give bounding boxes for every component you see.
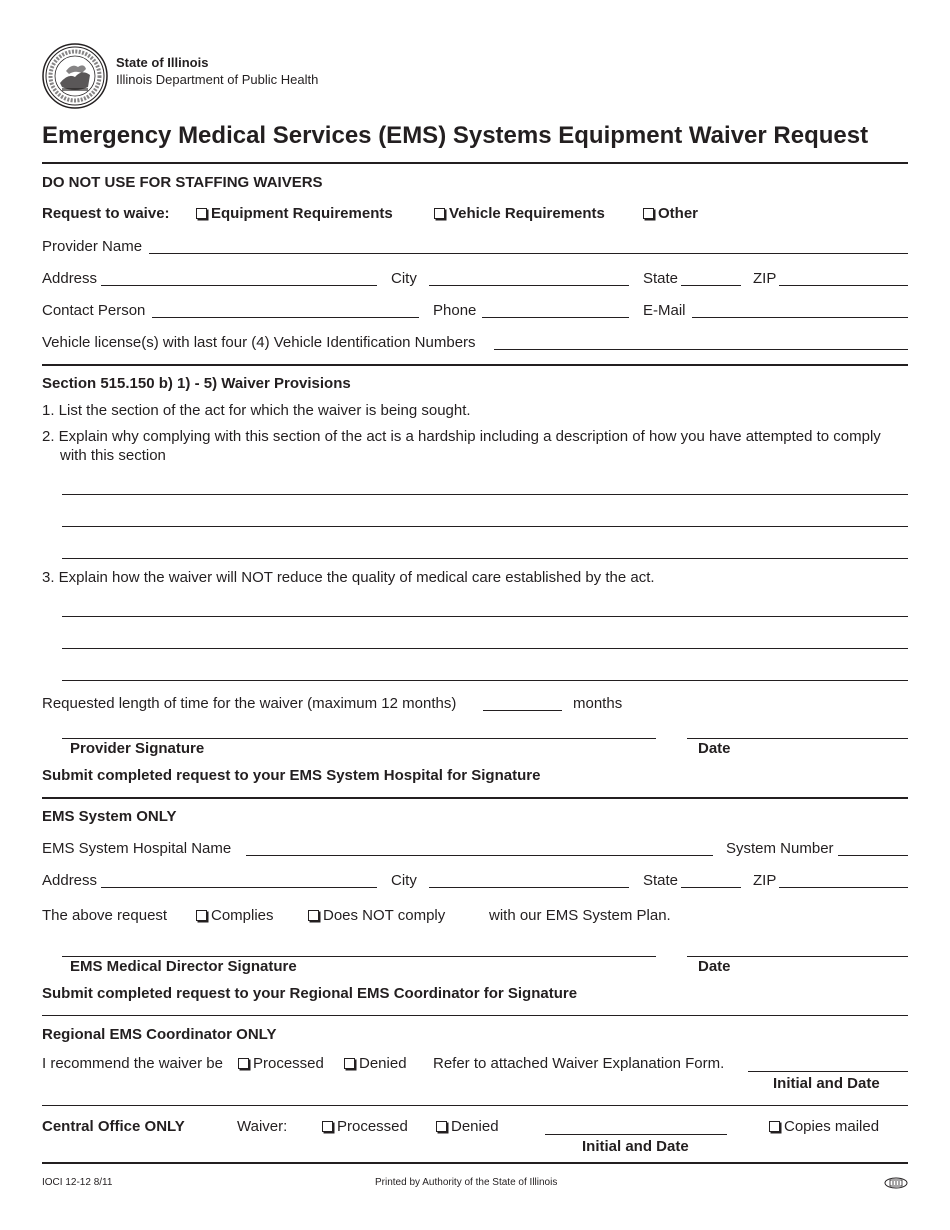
contact-person-label: Contact Person	[42, 302, 146, 319]
form-id: IOCI 12-12 8/11	[42, 1177, 113, 1188]
ems-system-heading: EMS System ONLY	[42, 808, 177, 825]
email-field[interactable]	[692, 317, 908, 318]
divider	[42, 1162, 908, 1164]
union-bug-icon	[884, 1177, 908, 1189]
months-label: months	[573, 695, 623, 712]
refer-explanation-text: Refer to attached Waiver Explanation Form.	[433, 1055, 725, 1072]
divider	[42, 797, 908, 799]
email-label: E-Mail	[643, 302, 686, 319]
phone-field[interactable]	[482, 317, 629, 318]
waive-vehicle-option[interactable]: Vehicle Requirements	[434, 205, 605, 223]
recommend-label: I recommend the waiver be	[42, 1055, 223, 1072]
ems-zip-label: ZIP	[753, 872, 777, 889]
state-label: State	[643, 270, 679, 287]
divider	[42, 364, 908, 366]
ems-address-field[interactable]	[101, 887, 377, 888]
address-label: Address	[42, 270, 98, 287]
zip-label: ZIP	[753, 270, 777, 287]
system-number-label: System Number	[726, 840, 834, 857]
checkbox-icon[interactable]	[434, 208, 445, 219]
checkbox-icon[interactable]	[769, 1121, 780, 1132]
address-field[interactable]	[101, 285, 377, 286]
ems-hospital-name-label: EMS System Hospital Name	[42, 840, 232, 857]
central-heading: Central Office ONLY	[42, 1118, 185, 1135]
org-line-state: State of Illinois	[116, 55, 209, 70]
printed-by-authority: Printed by Authority of the State of Illinois	[375, 1177, 558, 1188]
provider-signature-field[interactable]	[62, 738, 656, 739]
central-denied-option[interactable]: Denied	[436, 1118, 499, 1136]
checkbox-icon[interactable]	[344, 1058, 355, 1069]
zip-field[interactable]	[779, 285, 908, 286]
contact-person-field[interactable]	[152, 317, 419, 318]
quality-line-1[interactable]	[62, 616, 908, 617]
waiver-length-field[interactable]	[483, 710, 562, 711]
system-number-field[interactable]	[838, 855, 908, 856]
state-seal-icon	[42, 43, 108, 109]
regional-initial-date-label: Initial and Date	[773, 1075, 880, 1092]
regional-processed-option[interactable]: Processed	[238, 1055, 324, 1073]
provision-item-2-cont: with this section	[60, 447, 166, 464]
city-field[interactable]	[429, 285, 629, 286]
provision-item-2: 2. Explain why complying with this section of the act is a hardship including a description of how you have attempted to comply	[42, 428, 881, 445]
waive-other-option[interactable]: Other	[643, 205, 698, 223]
waiver-length-label: Requested length of time for the waiver (maximum 12 months)	[42, 695, 457, 712]
provision-item-1: 1. List the section of the act for which the waiver is being sought.	[42, 402, 471, 419]
provision-item-3: 3. Explain how the waiver will NOT reduce the quality of medical care established by the act.	[42, 569, 655, 586]
regional-heading: Regional EMS Coordinator ONLY	[42, 1026, 277, 1043]
form-title: Emergency Medical Services (EMS) Systems Equipment Waiver Request	[42, 122, 869, 149]
provider-signature-label: Provider Signature	[70, 740, 205, 757]
city-label: City	[391, 270, 417, 287]
medical-director-signature-field[interactable]	[62, 956, 656, 957]
hardship-line-2[interactable]	[62, 526, 908, 527]
phone-label: Phone	[433, 302, 477, 319]
checkbox-icon[interactable]	[238, 1058, 249, 1069]
checkbox-icon[interactable]	[308, 910, 319, 921]
divider	[42, 162, 908, 164]
central-waiver-label: Waiver:	[237, 1118, 288, 1135]
submit-to-coordinator-note: Submit completed request to your Regional EMS Coordinator for Signature	[42, 985, 578, 1002]
waive-equipment-option[interactable]: Equipment Requirements	[196, 205, 393, 223]
central-initial-date-field[interactable]	[545, 1134, 727, 1135]
not-comply-option[interactable]: Does NOT comply	[308, 907, 445, 925]
medical-director-date-label: Date	[698, 958, 731, 975]
checkbox-icon[interactable]	[322, 1121, 333, 1132]
complies-option[interactable]: Complies	[196, 907, 274, 925]
divider	[42, 1015, 908, 1016]
central-processed-option[interactable]: Processed	[322, 1118, 408, 1136]
ems-state-field[interactable]	[681, 887, 741, 888]
staffing-notice: DO NOT USE FOR STAFFING WAIVERS	[42, 174, 323, 191]
ems-zip-field[interactable]	[779, 887, 908, 888]
quality-line-3[interactable]	[62, 680, 908, 681]
regional-denied-option[interactable]: Denied	[344, 1055, 407, 1073]
provisions-heading: Section 515.150 b) 1) - 5) Waiver Provisions	[42, 375, 351, 392]
vehicle-license-field[interactable]	[494, 349, 908, 350]
checkbox-icon[interactable]	[196, 910, 207, 921]
checkbox-icon[interactable]	[643, 208, 654, 219]
hardship-line-1[interactable]	[62, 494, 908, 495]
checkbox-icon[interactable]	[196, 208, 207, 219]
quality-line-2[interactable]	[62, 648, 908, 649]
checkbox-icon[interactable]	[436, 1121, 447, 1132]
ems-address-label: Address	[42, 872, 98, 889]
medical-director-date-field[interactable]	[687, 956, 908, 957]
system-plan-text: with our EMS System Plan.	[489, 907, 671, 924]
ems-state-label: State	[643, 872, 679, 889]
vehicle-license-label: Vehicle license(s) with last four (4) Vehicle Identification Numbers	[42, 334, 476, 351]
provider-name-field[interactable]	[149, 253, 908, 254]
submit-to-hospital-note: Submit completed request to your EMS System Hospital for Signature	[42, 767, 541, 784]
ems-hospital-name-field[interactable]	[246, 855, 713, 856]
state-field[interactable]	[681, 285, 741, 286]
copies-mailed-option[interactable]: Copies mailed	[769, 1118, 879, 1136]
provider-date-field[interactable]	[687, 738, 908, 739]
above-request-label: The above request	[42, 907, 168, 924]
provider-name-label: Provider Name	[42, 238, 143, 255]
divider	[42, 1105, 908, 1106]
provider-date-label: Date	[698, 740, 731, 757]
org-line-department: Illinois Department of Public Health	[116, 72, 319, 87]
medical-director-signature-label: EMS Medical Director Signature	[70, 958, 297, 975]
regional-initial-date-field[interactable]	[748, 1071, 908, 1072]
central-initial-date-label: Initial and Date	[582, 1138, 689, 1155]
hardship-line-3[interactable]	[62, 558, 908, 559]
ems-city-label: City	[391, 872, 417, 889]
request-to-waive-label: Request to waive:	[42, 205, 170, 222]
ems-city-field[interactable]	[429, 887, 629, 888]
